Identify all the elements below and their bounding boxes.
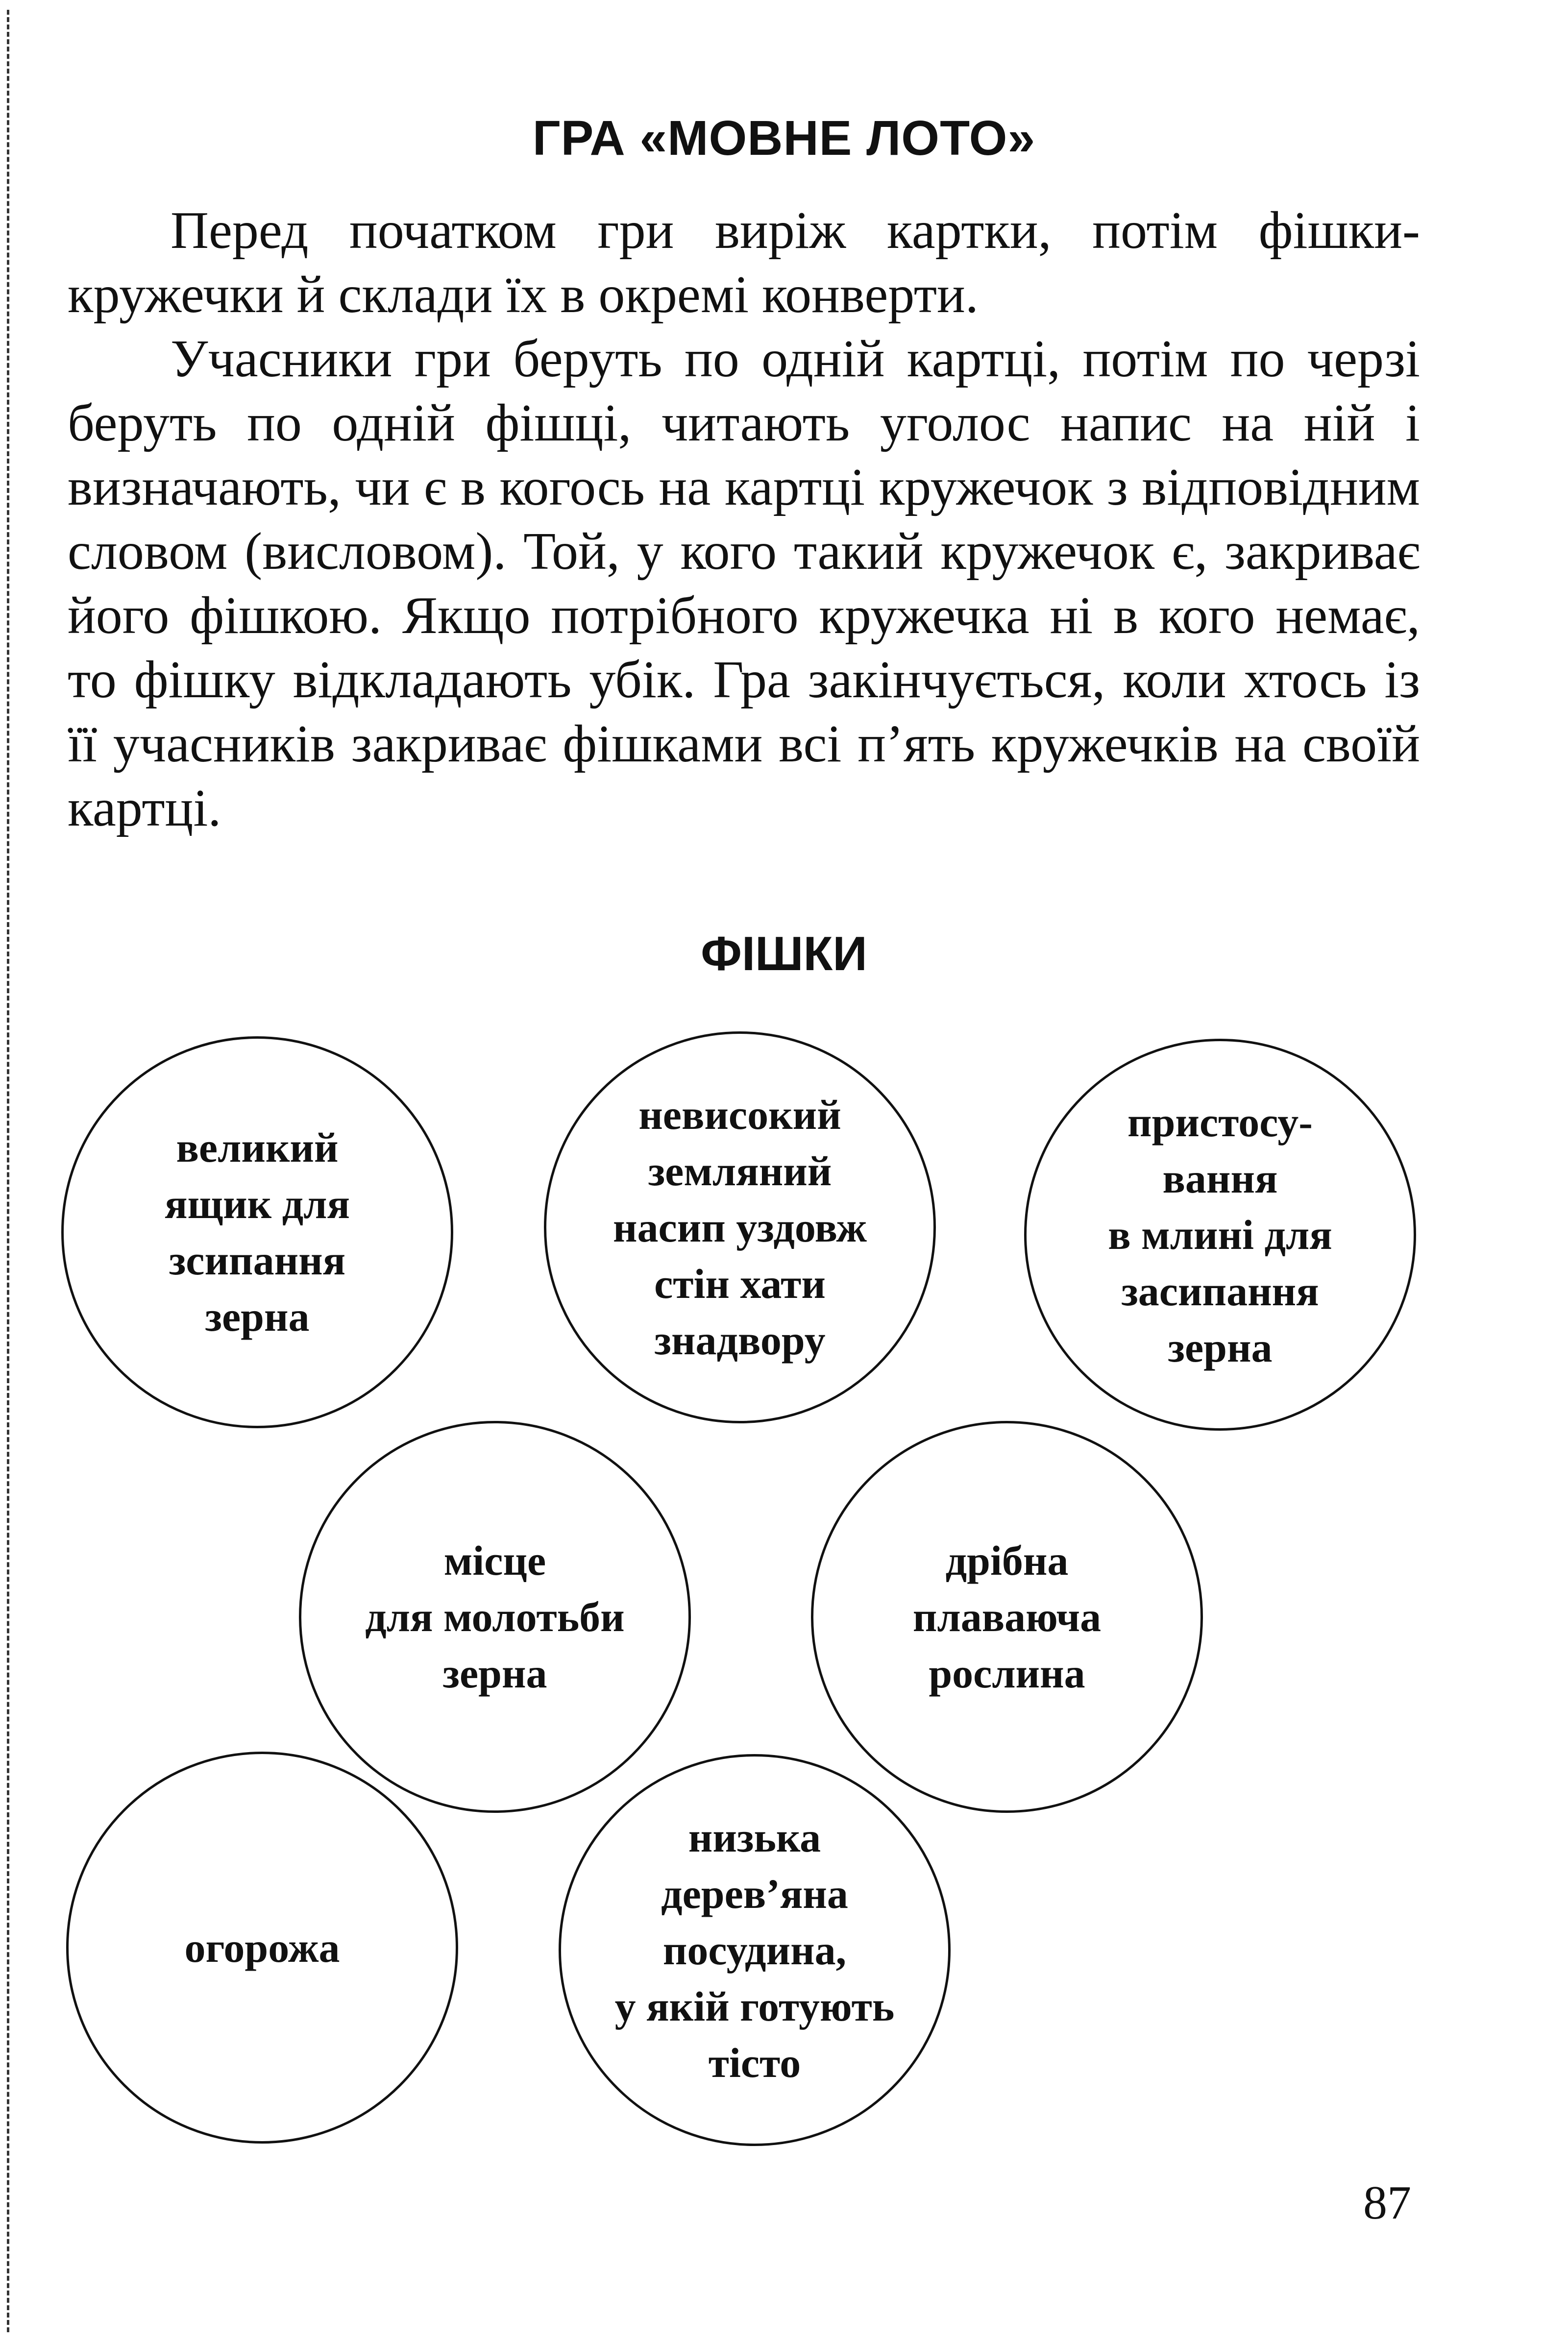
cut-line: [7, 10, 9, 2332]
chip-circle-7[interactable]: [559, 1754, 951, 2146]
chip-circle-1[interactable]: [61, 1036, 453, 1428]
chip-text: місце для молотьби зерна: [365, 1537, 625, 1697]
instruction-paragraph-2: Учасники гри беруть по одній картці, потім по черзі беруть по одній фішці, читають уголос напис на ній і визначають, чи є в когось на картці кружечок з відповідним словом (висловом). Той, у кого такий кружечок є, закриває його фішкою. Якщо потрібного кружечка ні в кого немає, то фішку відкладають убік. Гра закінчується, коли хтось із її учасників закриває фішками всі п’ять кружечків на своїй картці.: [68, 330, 1420, 837]
chip-circle-4[interactable]: [299, 1421, 691, 1813]
chip-text: невисокий земляний насип уздовж стін хати знадвору: [612, 1091, 867, 1364]
chip-circle-3[interactable]: [1024, 1039, 1416, 1431]
chip-text: огорожа: [184, 1924, 340, 1971]
chip-circle-6[interactable]: [66, 1752, 458, 2144]
chip-circle-2[interactable]: [544, 1031, 936, 1423]
page-title: ГРА «МОВНЕ ЛОТО»: [532, 111, 1036, 166]
section-title: ФІШКИ: [701, 927, 867, 980]
chip-circle-5[interactable]: [811, 1421, 1203, 1813]
chip-text: низька дерев’яна посудина, у якій готують тісто: [614, 1813, 895, 2086]
chip-text: дрібна плаваюча рослина: [912, 1537, 1102, 1697]
instruction-paragraph-1: Перед початком гри виріж картки, потім фішки-кружечки й склади їх в окремі конверти.: [68, 201, 1420, 324]
page-number: 87: [1363, 2176, 1411, 2229]
chip-text: великий ящик для зсипання зерна: [164, 1124, 350, 1340]
chip-text: пристосу- вання в млині для засипання зерна: [1108, 1098, 1332, 1371]
instructions: [68, 198, 1420, 840]
